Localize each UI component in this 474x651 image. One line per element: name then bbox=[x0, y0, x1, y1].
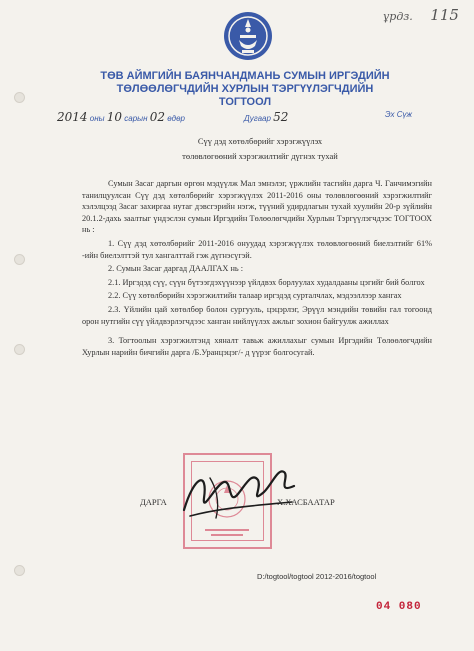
header-line-2: ТӨЛӨӨЛӨГЧДИЙН ХУРЛЫН ТЭРГҮҮЛЭГЧДИЙН bbox=[116, 83, 374, 95]
handwritten-page-number: 115 bbox=[430, 6, 459, 24]
stamp-code: 04 080 bbox=[376, 601, 422, 613]
item-2-2: 2.2. Сүү хөтөлбөрийн хэрэгжилтийн талаар иргэдэд сурталчлах, мэдээллээр хангах bbox=[108, 291, 402, 301]
item-3 bbox=[82, 335, 432, 358]
item-2-3-text: Үйлийн цай хөтөлбөр болон сургууль, цэцэрлэг, Эрүүл мэндийн төвийн гал тогоонд орон нутгийн сүү үйлдвэрлэгчдээс ханган нийлүүлэх ажлыг зохион байгуулж ажиллах bbox=[82, 304, 432, 326]
intro-paragraph: Сумын Засаг даргын өргөн мэдүүлж Мал эмнэлэг, үржлийн тасгийн дарга Ч. Ганчимэгийн танилцуулсан Сүү дэд хөтөлбөрийг хэрэгжүүлэх 2011-2016 оны төлөвлөгөөний хэрэгжилтийг хэлэлцээд Засаг захиргаа нутаг дэвсгэрийн нэгж, түүний удирдлагын тухай хуулийн 20-р зүйлийн 20.1.2-дахь заалтыг үндэслэн сумын Иргэдийн Төлөөлөгчдийн Хурлын Тэргүүлэгчдээс ТОГТООХ нь : bbox=[82, 179, 432, 235]
date-day: 02 bbox=[149, 110, 165, 124]
item-3-number: 3. bbox=[108, 336, 115, 346]
punch-hole bbox=[14, 92, 25, 103]
handwritten-note-text: ұрдз. bbox=[383, 10, 413, 23]
item-2-1-text: Иргэдэд сүү, сүүн бүтээгдэхүүнээр үйлдвэх борлуулах худалдааны цэгийг бий болгох bbox=[122, 277, 425, 287]
item-2-1 bbox=[82, 277, 432, 289]
document-number: 52 bbox=[273, 110, 289, 124]
number-label: Дугаар bbox=[244, 114, 271, 123]
item-1-text: Сүү дэд хөтөлбөрийг 2011-2016 онуудад хэрэгжүүлэх төлөвлөгөөний биелэлтийг 61% -ийн биелэлттэй тул хангалттай гэж дүгнэсүгэй. bbox=[82, 238, 432, 260]
place-label: Эх Сүж bbox=[385, 110, 413, 119]
date-year: 2014 bbox=[57, 110, 88, 124]
document-header bbox=[60, 70, 430, 109]
handwritten-corner-note bbox=[383, 6, 459, 24]
date-month: 10 bbox=[106, 110, 123, 124]
punch-hole bbox=[14, 254, 25, 265]
item-2-1-number: 2.1. bbox=[108, 277, 121, 287]
item-1 bbox=[82, 238, 432, 261]
number-field bbox=[244, 110, 288, 124]
document-title bbox=[110, 134, 410, 164]
punch-hole bbox=[14, 565, 25, 576]
file-path-footer: D:/togtool/togtool 2012-2016/togtool bbox=[257, 572, 377, 581]
date-field bbox=[57, 110, 185, 124]
item-1-number: 1. bbox=[108, 238, 115, 248]
signature-role: ДАРГА bbox=[140, 497, 167, 507]
punch-hole bbox=[14, 344, 25, 355]
header-line-1: ТӨВ АЙМГИЙН БАЯНЧАНДМАНЬ СУМЫН ИРГЭДИЙН bbox=[100, 70, 390, 82]
date-year-label: оны bbox=[89, 114, 105, 123]
header-line-3: ТОГТООЛ bbox=[218, 96, 272, 108]
item-2-3 bbox=[82, 304, 432, 327]
handwritten-signature bbox=[180, 458, 300, 528]
item-3-text: Тогтоолын хэрэгжилтэнд хяналт тавьж ажиллахыг сумын Иргэдийн Төлөөлөгчдийн Хурлын нарийн бичгийн дарга /Б.Уранцэцэг/- д үүрэг болгосугай. bbox=[82, 336, 432, 357]
date-month-label: сарын bbox=[124, 114, 148, 123]
title-line-1: Сүү дэд хөтөлбөрийг хэрэгжүүлэх bbox=[197, 136, 323, 146]
date-day-label: өдөр bbox=[167, 114, 185, 123]
title-line-2: төлөвлөгөөний хэрэгжилтийг дүгнэх тухай bbox=[182, 151, 338, 161]
item-2: 2. Сумын Засаг даргад ДААЛГАХ нь : bbox=[108, 264, 244, 274]
state-emblem-icon bbox=[222, 10, 274, 62]
item-2-3-number: 2.3. bbox=[108, 304, 121, 314]
signature-name: Х.ХАСБААТАР bbox=[277, 497, 335, 507]
document-body bbox=[82, 178, 432, 358]
